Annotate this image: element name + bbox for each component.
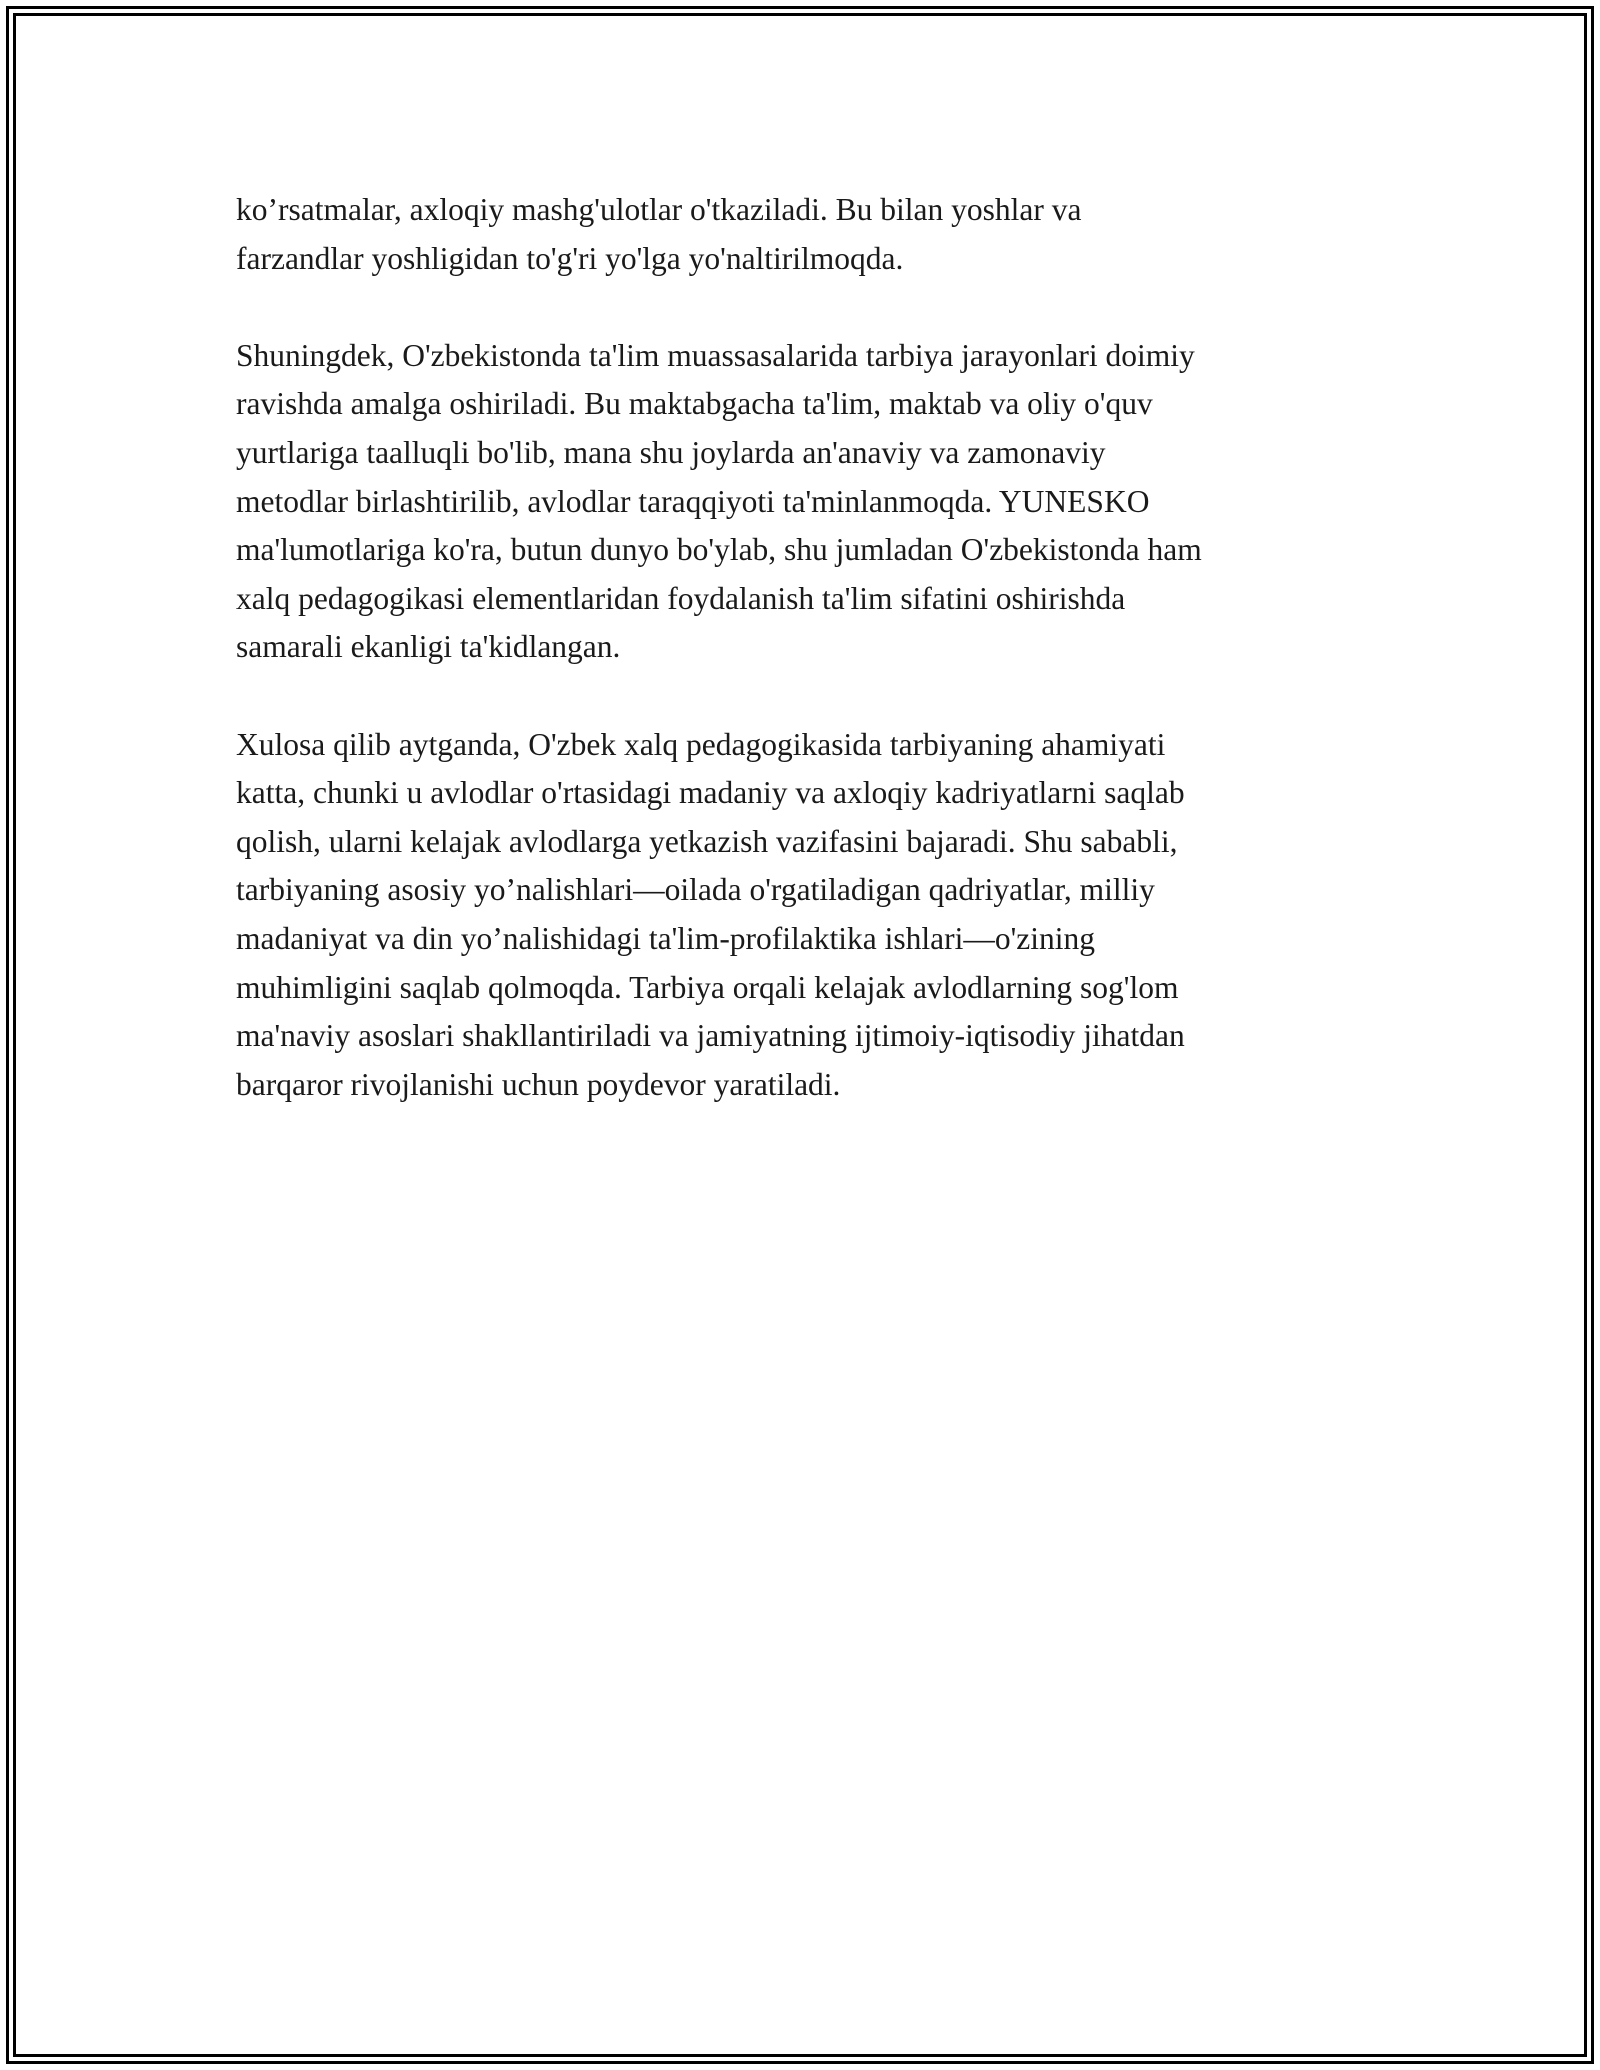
paragraph-2: Shuningdek, O'zbekistonda ta'lim muassasalarida tarbiya jarayonlari doimiy ravishda amalga oshiriladi. Bu maktabgacha ta'lim, maktab va oliy o'quv yurtlariga taalluqli bo'lib, mana shu joylarda an'anaviy va zamonaviy metodlar birlashtirilib, avlodlar taraqqiyoti ta'minlanmoqda. YUNESKO ma'lumotlariga ko'ra, butun dunyo bo'ylab, shu jumladan O'zbekistonda ham xalq pedagogikasi elementlaridan foydalanish ta'lim sifatini oshirishda samarali ekanligi ta'kidlangan. bbox=[236, 337, 1202, 665]
paragraph-1: ko’rsatmalar, axloqiy mashg'ulotlar o'tkaziladi. Bu bilan yoshlar va farzandlar yoshligidan to'g'ri yo'lga yo'naltirilmoqda. bbox=[236, 192, 1082, 276]
paragraph-3: Xulosa qilib aytganda, O'zbek xalq pedagogikasida tarbiyaning ahamiyati katta, chunki u avlodlar o'rtasidagi madaniy va axloqiy kadriyatlarni saqlab qolish, ularni kelajak avlodlarga yetkazish vazifasini bajaradi. Shu sababli, tarbiyaning asosiy yo’nalishlari—oilada o'rgatiladigan qadriyatlar, milliy madaniyat va din yo’nalishidagi ta'lim-profilaktika ishlari—o'zining muhimligini saqlab qolmoqda. Tarbiya orqali kelajak avlodlarning sog'lom ma'naviy asoslari shakllantiriladi va jamiyatning ijtimoiy-iqtisodiy jihatdan barqaror rivojlanishi uchun poydevor yaratiladi. bbox=[236, 726, 1185, 1102]
document-body bbox=[236, 186, 1366, 1158]
